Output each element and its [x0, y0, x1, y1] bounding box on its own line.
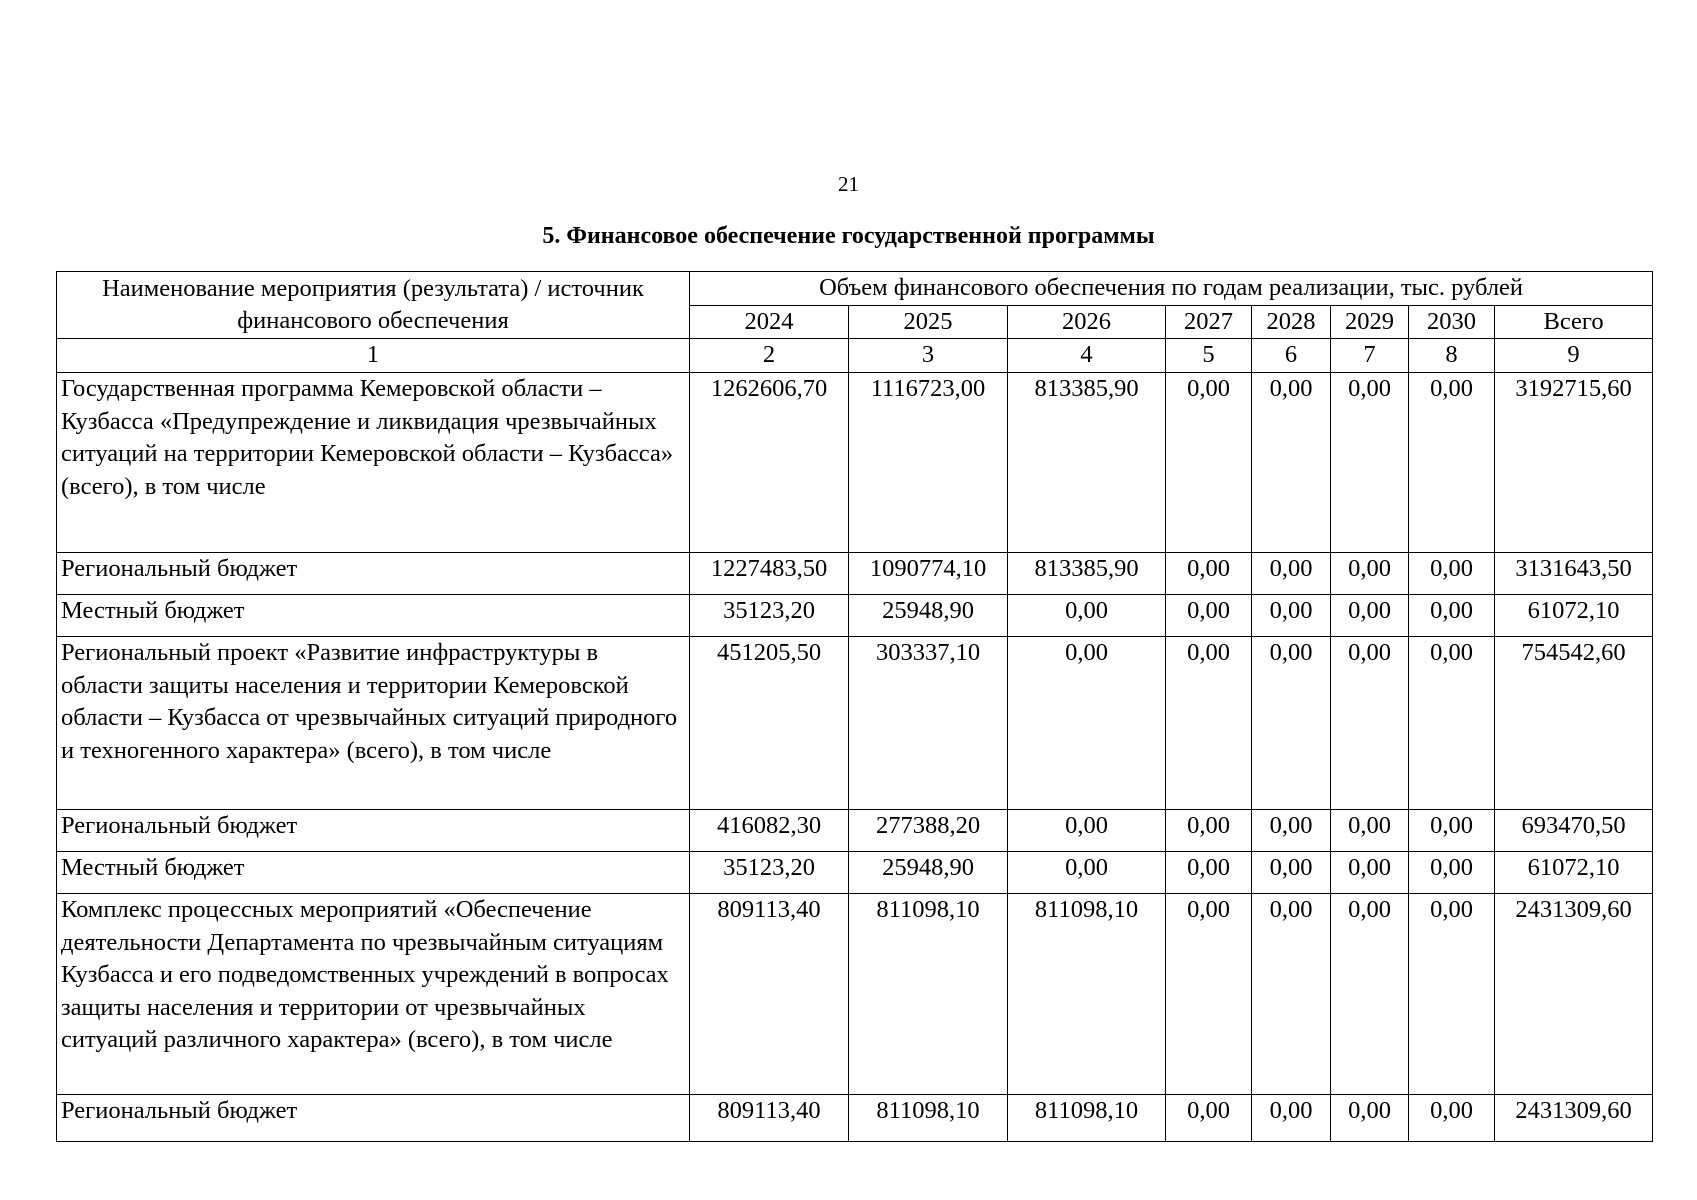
value-2025: 811098,10 — [849, 1095, 1008, 1142]
year-header-2024: 2024 — [690, 305, 849, 339]
value-2029: 0,00 — [1331, 595, 1409, 637]
value-2027: 0,00 — [1166, 894, 1252, 1095]
value-2027: 0,00 — [1166, 1095, 1252, 1142]
value-total: 693470,50 — [1495, 810, 1653, 852]
value-2030: 0,00 — [1409, 373, 1495, 553]
year-header-2029: 2029 — [1331, 305, 1409, 339]
value-2028: 0,00 — [1252, 595, 1331, 637]
table-row — [57, 595, 1653, 637]
value-2027: 0,00 — [1166, 553, 1252, 595]
value-2030: 0,00 — [1409, 1095, 1495, 1142]
column-number: 5 — [1166, 339, 1252, 373]
column-number: 6 — [1252, 339, 1331, 373]
value-2024: 1227483,50 — [690, 553, 849, 595]
value-2025: 25948,90 — [849, 595, 1008, 637]
value-2028: 0,00 — [1252, 373, 1331, 553]
value-2027: 0,00 — [1166, 595, 1252, 637]
value-total: 61072,10 — [1495, 852, 1653, 894]
row-name: Местный бюджет — [57, 595, 690, 637]
column-number: 3 — [849, 339, 1008, 373]
column-number: 1 — [57, 339, 690, 373]
value-2029: 0,00 — [1331, 1095, 1409, 1142]
value-2028: 0,00 — [1252, 894, 1331, 1095]
column-number-row — [57, 339, 1653, 373]
value-2029: 0,00 — [1331, 894, 1409, 1095]
year-header-2025: 2025 — [849, 305, 1008, 339]
value-2026: 813385,90 — [1008, 373, 1166, 553]
value-2028: 0,00 — [1252, 553, 1331, 595]
value-2026: 813385,90 — [1008, 553, 1166, 595]
column-number: 4 — [1008, 339, 1166, 373]
year-header-2030: 2030 — [1409, 305, 1495, 339]
value-2025: 25948,90 — [849, 852, 1008, 894]
value-2030: 0,00 — [1409, 637, 1495, 810]
value-2024: 35123,20 — [690, 595, 849, 637]
value-2026: 0,00 — [1008, 637, 1166, 810]
financing-table — [56, 271, 1653, 1142]
value-2028: 0,00 — [1252, 852, 1331, 894]
value-2029: 0,00 — [1331, 637, 1409, 810]
value-2025: 1090774,10 — [849, 553, 1008, 595]
column-number: 8 — [1409, 339, 1495, 373]
value-2029: 0,00 — [1331, 810, 1409, 852]
value-2024: 809113,40 — [690, 894, 849, 1095]
year-header-2027: 2027 — [1166, 305, 1252, 339]
value-2030: 0,00 — [1409, 852, 1495, 894]
row-name: Региональный проект «Развитие инфраструктуры в области защиты населения и территории Кемеровской области – Кузбасса от чрезвычайных ситуаций природного и техногенного характера» (всего), в том числе — [57, 637, 690, 810]
row-name: Региональный бюджет — [57, 553, 690, 595]
value-2029: 0,00 — [1331, 373, 1409, 553]
value-2027: 0,00 — [1166, 852, 1252, 894]
table-row — [57, 553, 1653, 595]
value-2025: 1116723,00 — [849, 373, 1008, 553]
value-2026: 0,00 — [1008, 595, 1166, 637]
table-row — [57, 373, 1653, 553]
column-number: 9 — [1495, 339, 1653, 373]
header-row-volume — [57, 272, 1653, 306]
value-total: 3192715,60 — [1495, 373, 1653, 553]
volume-header: Объем финансового обеспечения по годам реализации, тыс. рублей — [690, 272, 1653, 306]
value-2024: 1262606,70 — [690, 373, 849, 553]
value-total: 61072,10 — [1495, 595, 1653, 637]
table-row — [57, 894, 1653, 1095]
value-2026: 0,00 — [1008, 810, 1166, 852]
table-row — [57, 637, 1653, 810]
value-2027: 0,00 — [1166, 637, 1252, 810]
value-2024: 809113,40 — [690, 1095, 849, 1142]
table-row — [57, 852, 1653, 894]
total-header: Всего — [1495, 305, 1653, 339]
value-2025: 303337,10 — [849, 637, 1008, 810]
value-total: 754542,60 — [1495, 637, 1653, 810]
row-name: Местный бюджет — [57, 852, 690, 894]
value-total: 2431309,60 — [1495, 894, 1653, 1095]
section-title: 5. Финансовое обеспечение государственной программы — [542, 223, 1155, 249]
name-column-header: Наименование мероприятия (результата) / источник финансового обеспечения — [57, 272, 690, 339]
value-2028: 0,00 — [1252, 810, 1331, 852]
value-2030: 0,00 — [1409, 810, 1495, 852]
column-number: 7 — [1331, 339, 1409, 373]
value-2029: 0,00 — [1331, 553, 1409, 595]
value-2030: 0,00 — [1409, 595, 1495, 637]
row-name: Региональный бюджет — [57, 810, 690, 852]
value-2024: 451205,50 — [690, 637, 849, 810]
value-2025: 811098,10 — [849, 894, 1008, 1095]
year-header-2028: 2028 — [1252, 305, 1331, 339]
value-2030: 0,00 — [1409, 894, 1495, 1095]
value-2029: 0,00 — [1331, 852, 1409, 894]
value-2028: 0,00 — [1252, 637, 1331, 810]
value-2026: 811098,10 — [1008, 1095, 1166, 1142]
row-name: Региональный бюджет — [57, 1095, 690, 1142]
page-number: 21 — [838, 172, 859, 196]
column-number: 2 — [690, 339, 849, 373]
row-name: Государственная программа Кемеровской области – Кузбасса «Предупреждение и ликвидация чрезвычайных ситуаций на территории Кемеровской области – Кузбасса» (всего), в том числе — [57, 373, 690, 553]
value-2026: 0,00 — [1008, 852, 1166, 894]
value-total: 2431309,60 — [1495, 1095, 1653, 1142]
value-2024: 416082,30 — [690, 810, 849, 852]
value-2028: 0,00 — [1252, 1095, 1331, 1142]
year-header-2026: 2026 — [1008, 305, 1166, 339]
value-2026: 811098,10 — [1008, 894, 1166, 1095]
row-name: Комплекс процессных мероприятий «Обеспечение деятельности Департамента по чрезвычайным ситуациям Кузбасса и его подведомственных учреждений в вопросах защиты населения и территории от чрезвычайных ситуаций различного характера» (всего), в том числе — [57, 894, 690, 1095]
value-2027: 0,00 — [1166, 373, 1252, 553]
value-2025: 277388,20 — [849, 810, 1008, 852]
table-row — [57, 1095, 1653, 1142]
value-2030: 0,00 — [1409, 553, 1495, 595]
table-row — [57, 810, 1653, 852]
value-2024: 35123,20 — [690, 852, 849, 894]
value-total: 3131643,50 — [1495, 553, 1653, 595]
value-2027: 0,00 — [1166, 810, 1252, 852]
